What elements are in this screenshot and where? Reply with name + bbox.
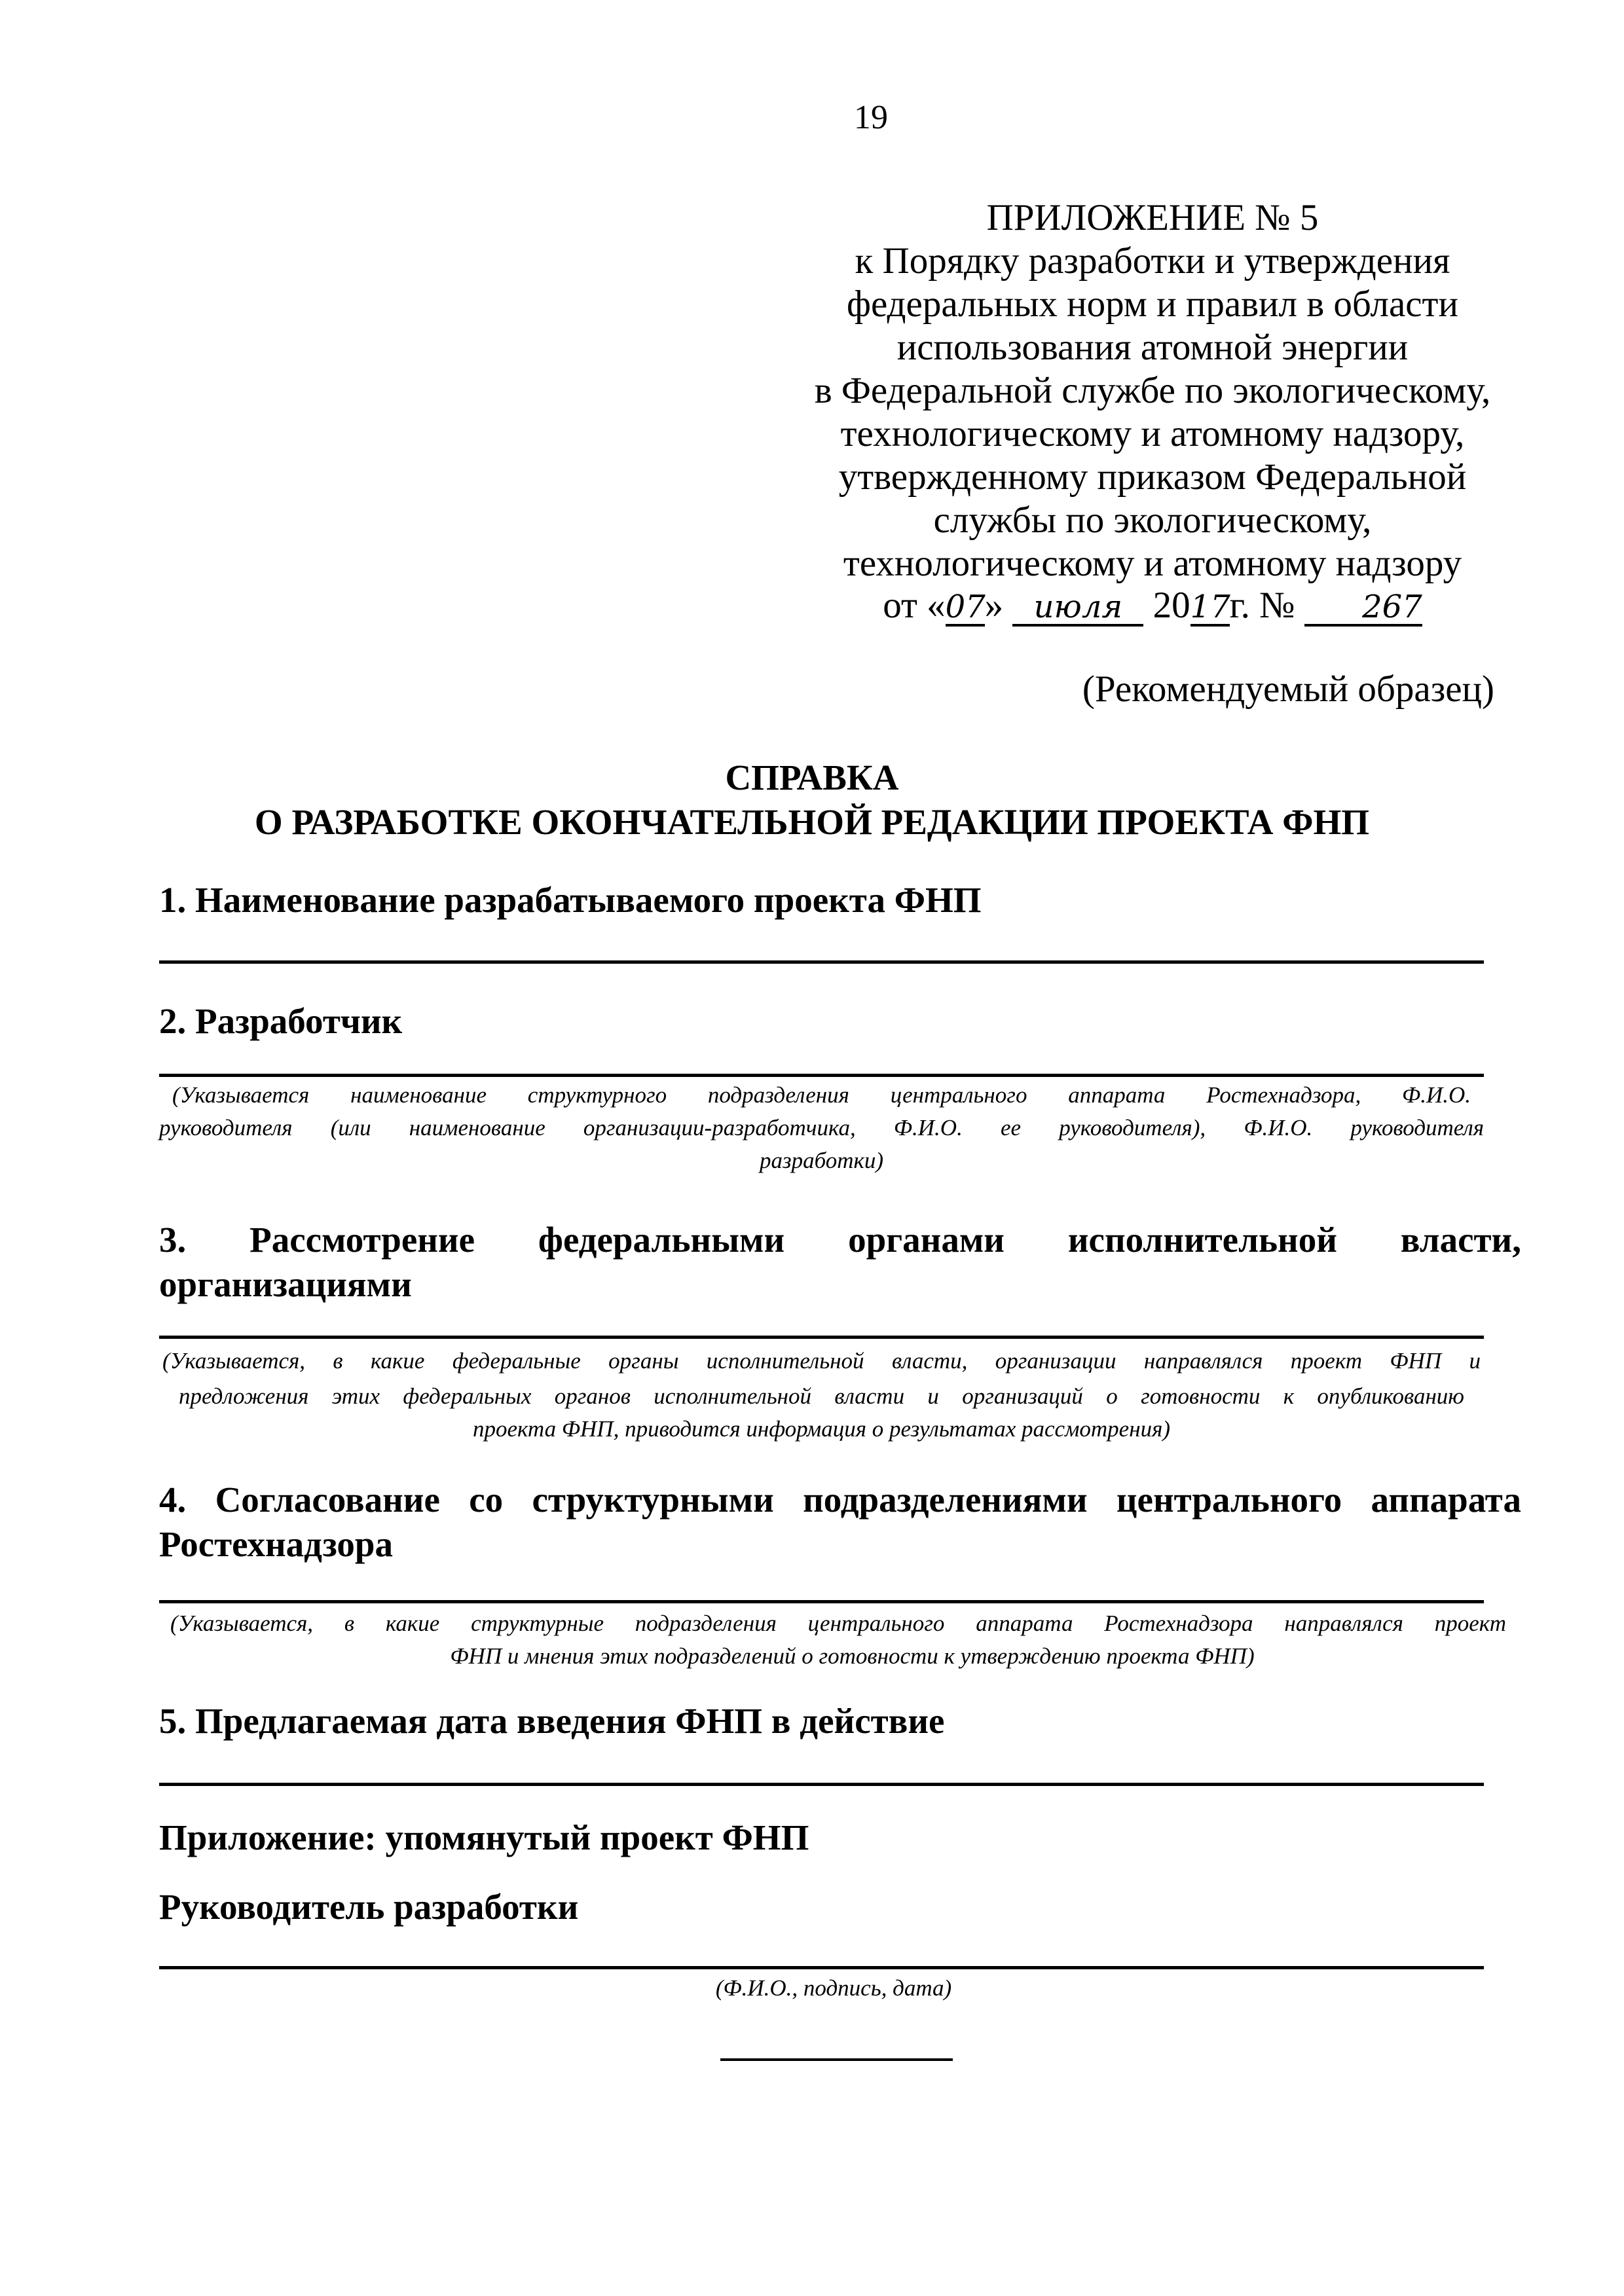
handwritten-month: июля [1012, 590, 1143, 627]
heading-word: Рассмотрение [249, 1220, 475, 1260]
number-prefix: г. № [1229, 585, 1295, 626]
handwritten-number: 267 [1304, 590, 1422, 627]
section-1-fill-line[interactable] [159, 960, 1484, 964]
section-2-note: (Указывается наименование структурного подразделения центрального аппарата Ростехнадзора, Ф.И.О. [172, 1082, 1471, 1108]
head-signature-line[interactable] [159, 1966, 1484, 1969]
heading-word: власти, [1400, 1220, 1521, 1260]
section-2-note: руководителя (или наименование организации-разработчика, Ф.И.О. ее руководителя), Ф.И.О. руководителя [159, 1115, 1484, 1140]
attachment-label: Приложение: упомянутый проект ФНП [159, 1817, 809, 1857]
appendix-line: к Порядку разработки и утверждения [855, 240, 1450, 282]
section-4-heading-cont: Ростехнадзора [159, 1524, 394, 1564]
section-2-fill-line[interactable] [159, 1074, 1484, 1077]
heading-word: исполнительной [1067, 1220, 1337, 1260]
section-3-heading-cont: организациями [159, 1264, 412, 1304]
section-5-heading: 5. Предлагаемая дата введения ФНП в действие [159, 1701, 945, 1741]
appendix-line: утвержденному приказом Федеральной [838, 456, 1467, 498]
recommended-sample-note: (Рекомендуемый образец) [1082, 668, 1494, 710]
section-3-fill-line[interactable] [159, 1336, 1484, 1339]
section-4-note: (Указывается, в какие структурные подразделения центрального аппарата Ростехнадзора направлялся проект [170, 1611, 1506, 1636]
appendix-line: службы по экологическому, [933, 500, 1372, 541]
section-4-note: ФНП и мнения этих подразделений о готовности к утверждению проекта ФНП) [450, 1643, 1255, 1669]
date-prefix: от « [883, 585, 946, 626]
section-2-heading: 2. Разработчик [159, 1001, 403, 1041]
section-2-note: разработки) [759, 1148, 884, 1173]
section-1-heading: 1. Наименование разрабатываемого проекта ФНП [159, 880, 982, 920]
section-3-note: проекта ФНП, приводится информация о результатах рассмотрения) [472, 1416, 1171, 1442]
end-divider [720, 2058, 953, 2061]
page-number: 19 [854, 99, 888, 136]
appendix-line: федеральных норм и правил в области [847, 283, 1458, 325]
document-title: СПРАВКА [725, 757, 899, 797]
section-4-fill-line[interactable] [159, 1600, 1484, 1603]
signature-note: (Ф.И.О., подпись, дата) [715, 1975, 952, 2001]
appendix-line: технологическому и атомному надзору [843, 543, 1462, 584]
head-of-development-label: Руководитель разработки [159, 1887, 579, 1927]
handwritten-day: 07 [945, 589, 986, 625]
appendix-title: ПРИЛОЖЕНИЕ № 5 [986, 197, 1319, 238]
section-3-note: предложения этих федеральных органов исполнительной власти и организаций о готовности к опубликованию [179, 1383, 1464, 1409]
appendix-line: использования атомной энергии [896, 327, 1409, 368]
section-5-fill-line[interactable] [159, 1783, 1484, 1786]
heading-word: федеральными [538, 1220, 785, 1260]
appendix-line: технологическому и атомному надзору, [840, 413, 1465, 454]
section-3-heading [159, 1217, 1521, 1263]
year-prefix: 20 [1153, 585, 1190, 626]
heading-word: органами [848, 1220, 1005, 1260]
heading-word: 3. [159, 1220, 187, 1260]
appendix-line: в Федеральной службе по экологическому, [814, 370, 1491, 411]
handwritten-year: 17 [1190, 589, 1230, 625]
section-4-heading: 4. Согласование со структурными подразделениями центрального аппарата [159, 1480, 1521, 1520]
order-date-line [760, 583, 1545, 629]
document-subtitle: О РАЗРАБОТКЕ ОКОНЧАТЕЛЬНОЙ РЕДАКЦИИ ПРОЕКТА ФНП [254, 802, 1370, 842]
date-day-suffix: » [984, 585, 1004, 626]
section-3-note: (Указывается, в какие федеральные органы исполнительной власти, организации направлялся проект ФНП и [162, 1348, 1481, 1374]
